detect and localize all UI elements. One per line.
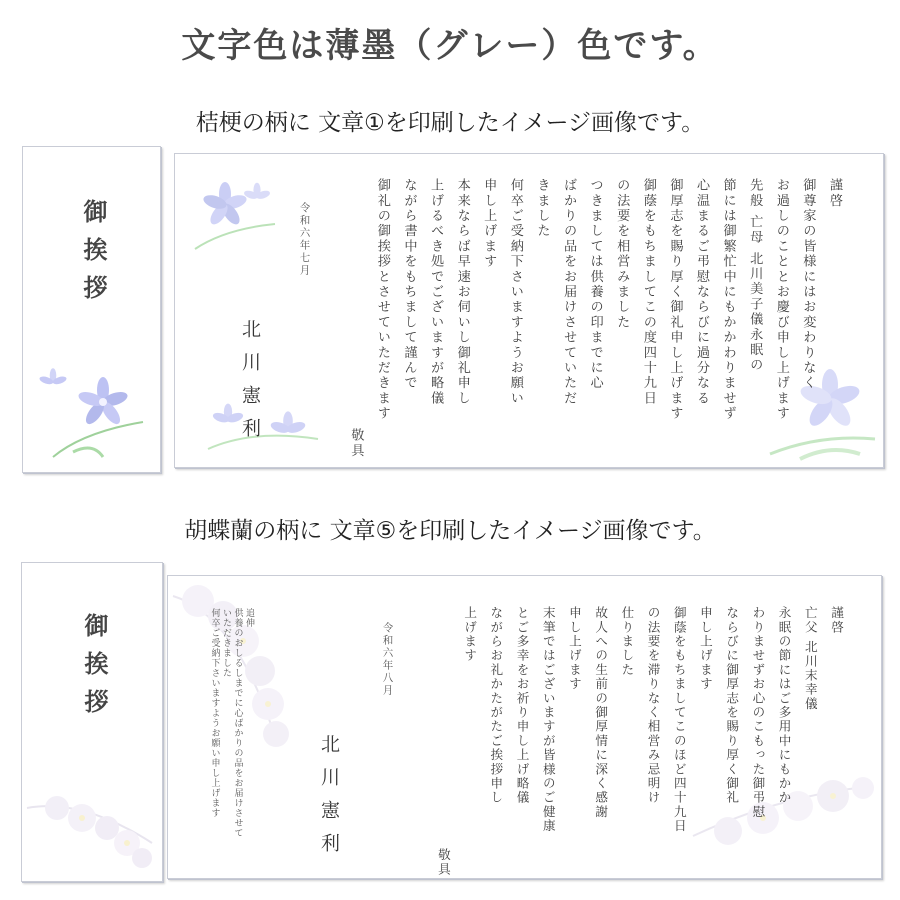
letter-line: 心温まるご弔慰ならびに過分なる — [694, 178, 710, 406]
letter-line: ながら書中をもちまして謹んで — [401, 178, 417, 391]
letter-line: 供養のおしるしまでに心ばかりの品をお届けさせて — [232, 608, 243, 838]
letter-line: 御礼の御挨拶とさせていただきます — [374, 178, 390, 422]
kikyo-flower-icon — [33, 362, 158, 467]
letter-line: 敬具 — [435, 847, 451, 876]
letter-line: 何卒ご受納下さいますようお願い — [507, 178, 523, 406]
envelope-orchid — [21, 562, 163, 882]
envelope-label: 御挨拶 — [79, 199, 108, 313]
letter-body — [412, 606, 849, 876]
letter-line: 申し上げます — [481, 178, 497, 270]
letter-line: 亡父 北川末幸儀 — [802, 606, 818, 712]
letter-line: 先般 亡母 北川美子儀永眠の — [747, 178, 763, 373]
letter-kikyo — [174, 153, 884, 468]
postscript-note — [208, 608, 254, 848]
letter-line: 本来ならば早速お伺いし御礼申し — [454, 178, 470, 406]
letter-line: お過しのこととお慶び申し上げます — [773, 178, 789, 422]
letter-date: 令和六年八月 — [381, 622, 394, 697]
sender-name: 北川憲利 — [318, 734, 340, 866]
letter-line: 上げるべき処でございますが略儀 — [428, 178, 444, 406]
letter-line: いただきました — [221, 608, 231, 678]
letter-line: 敬具 — [348, 427, 364, 458]
letter-orchid — [167, 575, 882, 879]
letter-line: 御厚志を賜り厚く御礼申し上げます — [667, 178, 683, 422]
letter-line: の法要を相営みました — [614, 178, 630, 330]
letter-line: の法要を滞りなく相営み忌明け — [645, 606, 661, 805]
letter-line: 故人への生前の御厚情に深く感謝 — [593, 606, 609, 819]
kikyo-flower-icon — [185, 174, 280, 254]
caption-kikyo: 桔梗の柄に 文章①を印刷したイメージ画像です。 — [195, 110, 705, 136]
letter-line: 仕りました — [619, 606, 635, 677]
letter-line: つきましては供養の印までに心 — [587, 178, 603, 391]
letter-line: 謹啓 — [827, 178, 842, 209]
letter-line: 御蔭をもちましてこの度四十九日 — [640, 178, 656, 406]
page-title: 文字色は薄墨（グレー）色です。 — [181, 26, 719, 66]
letter-line: 末筆ではございますが皆様のご健康 — [540, 606, 556, 834]
letter-body — [324, 178, 847, 458]
letter-line: きました — [534, 178, 550, 239]
letter-line: わりませずお心のこもった御弔慰 — [750, 606, 766, 819]
letter-line: 謹啓 — [829, 606, 844, 635]
letter-line: 上げます — [462, 606, 478, 663]
sender-name: 北川憲利 — [239, 319, 261, 451]
orchid-flower-icon — [22, 753, 162, 878]
letter-date: 令和六年七月 — [298, 202, 311, 277]
letter-line: 申し上げます — [697, 606, 713, 692]
orchid-flower-icon — [168, 576, 343, 756]
letter-line: ばかりの品をお届けさせていただ — [561, 178, 577, 406]
letter-line: 御蔭をもちましてこのほど四十九日 — [671, 606, 687, 834]
letter-line: とご多幸をお祈り申し上げ略儀 — [514, 606, 530, 805]
letter-line: ならびに御厚志を賜り厚く御礼 — [724, 606, 740, 805]
letter-line: 何卒ご受納下さいますようお願い申し上げます — [209, 608, 220, 818]
envelope-kikyo — [22, 146, 161, 473]
letter-line: 申し上げます — [566, 606, 582, 692]
letter-line: 節には御繁忙中にもかかわりませず — [720, 178, 736, 422]
letter-line: ながらお礼かたがたご挨拶申し — [488, 606, 504, 805]
caption-orchid: 胡蝶蘭の柄に 文章⑤を印刷したイメージ画像です。 — [184, 518, 716, 544]
letter-line: 永眠の節にはご多用中にもかか — [776, 606, 792, 805]
envelope-label: 御挨拶 — [80, 613, 109, 727]
letter-line: 御尊家の皆様にはお変わりなく — [800, 178, 816, 391]
letter-line: 追伸 — [244, 608, 254, 628]
